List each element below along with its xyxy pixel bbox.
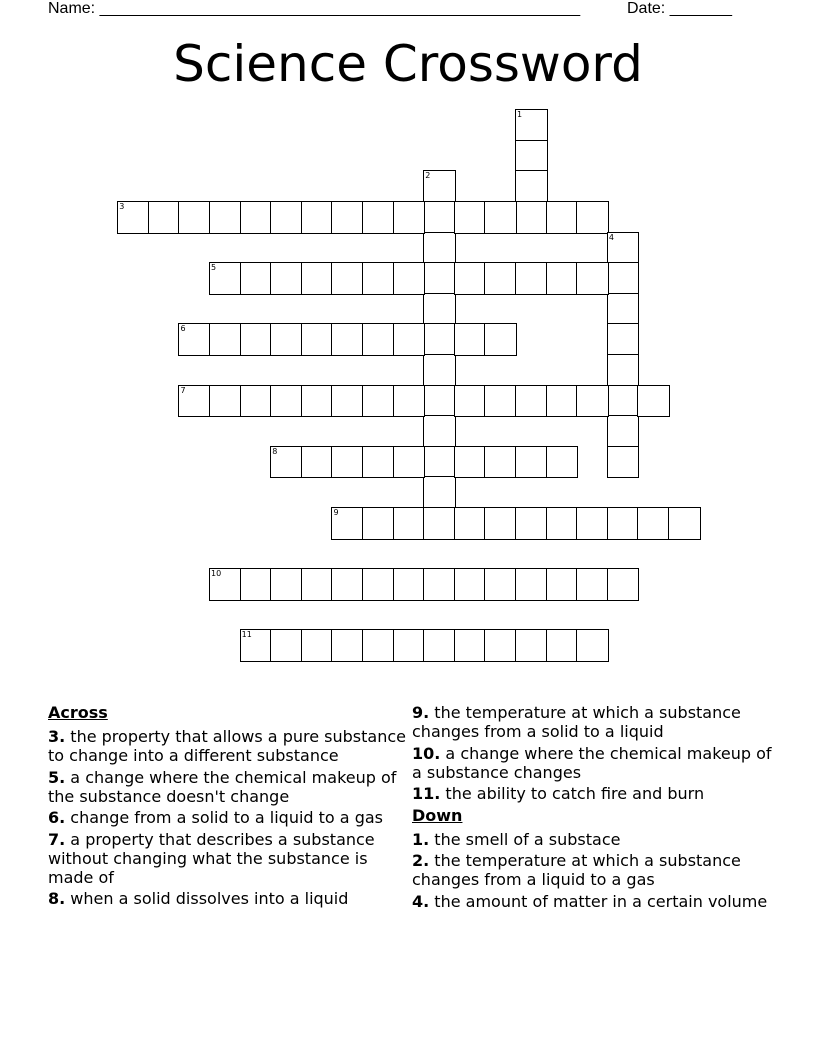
- crossword-cell[interactable]: [331, 568, 364, 601]
- crossword-cell[interactable]: [331, 385, 364, 418]
- page-title: Science Crossword: [173, 35, 643, 93]
- clues-column-left: [48, 703, 408, 911]
- crossword-cell[interactable]: [454, 446, 487, 479]
- crossword-cell[interactable]: [209, 568, 242, 601]
- crossword-cell[interactable]: [331, 323, 364, 356]
- crossword-cell[interactable]: [484, 446, 517, 479]
- crossword-cell[interactable]: [484, 262, 517, 295]
- crossword-cell[interactable]: [270, 201, 303, 234]
- crossword-cell[interactable]: [576, 507, 609, 540]
- crossword-cell[interactable]: [301, 629, 334, 662]
- clue-number: 9.: [412, 703, 430, 722]
- crossword-cell[interactable]: [301, 385, 334, 418]
- clue-number-label: 4: [608, 232, 614, 242]
- crossword-cell[interactable]: [423, 629, 456, 662]
- crossword-cell[interactable]: [301, 446, 334, 479]
- crossword-cell[interactable]: [576, 201, 609, 234]
- clue-number-label: 11: [241, 630, 252, 640]
- crossword-cell[interactable]: [209, 385, 242, 418]
- crossword-cell[interactable]: [607, 385, 640, 418]
- crossword-cell[interactable]: [423, 415, 456, 448]
- crossword-cell[interactable]: [607, 415, 640, 448]
- clue-number: 7.: [48, 829, 66, 849]
- clue-number: 8.: [48, 889, 66, 908]
- clue-number-label: 10: [211, 569, 222, 579]
- clue-number-label: 1: [517, 110, 523, 120]
- crossword-cell[interactable]: [637, 385, 670, 418]
- crossword-cell[interactable]: [270, 446, 303, 479]
- crossword-cell[interactable]: [546, 262, 579, 295]
- crossword-cell[interactable]: [576, 262, 609, 295]
- crossword-cell[interactable]: [515, 507, 548, 540]
- down-heading: Down: [412, 805, 463, 825]
- crossword-cell[interactable]: [423, 323, 456, 356]
- crossword-cell[interactable]: [546, 568, 579, 601]
- clue-number: 4.: [412, 891, 430, 911]
- clue-text: the property that allows a pure substance to change into a different substance: [48, 727, 406, 765]
- crossword-cell[interactable]: [331, 201, 364, 234]
- clue-text: a change where the chemical makeup of a substance changes: [412, 743, 772, 782]
- clue-across-10: [412, 744, 782, 782]
- crossword-cell[interactable]: [423, 507, 456, 540]
- crossword-cell[interactable]: [423, 232, 456, 265]
- clue-number-label: 8: [272, 446, 278, 456]
- crossword-cell[interactable]: [178, 385, 211, 418]
- crossword-cell[interactable]: [117, 201, 150, 234]
- crossword-cell[interactable]: [301, 201, 334, 234]
- clue-number-label: 2: [425, 171, 431, 181]
- crossword-cell[interactable]: [393, 507, 426, 540]
- clue-text: the smell of a substace: [429, 829, 621, 849]
- clue-number-label: 6: [180, 324, 186, 334]
- clue-across-7: [48, 830, 408, 887]
- crossword-cell[interactable]: [240, 323, 273, 356]
- crossword-cell[interactable]: [423, 201, 456, 234]
- crossword-cell[interactable]: [546, 385, 579, 418]
- crossword-cell[interactable]: [515, 170, 548, 203]
- crossword-cell[interactable]: [362, 323, 395, 356]
- crossword-cell[interactable]: [423, 446, 456, 479]
- crossword-cell[interactable]: [423, 354, 456, 387]
- clue-across-3: [48, 727, 408, 765]
- clue-across-6: [48, 808, 408, 827]
- name-field-label: Name: ______________________________________________________: [48, 0, 581, 17]
- crossword-cell[interactable]: [454, 507, 487, 540]
- crossword-cell[interactable]: [240, 568, 273, 601]
- crossword-cell[interactable]: [515, 385, 548, 418]
- crossword-cell[interactable]: [209, 262, 242, 295]
- crossword-cell[interactable]: [423, 262, 456, 295]
- crossword-cell[interactable]: [515, 568, 548, 601]
- crossword-cell[interactable]: [393, 568, 426, 601]
- crossword-cell[interactable]: [362, 262, 395, 295]
- clue-down-2: [412, 851, 782, 889]
- clue-text: when a solid dissolves into a liquid: [65, 889, 349, 908]
- crossword-cell[interactable]: [270, 323, 303, 356]
- across-heading: Across: [48, 703, 108, 722]
- crossword-cell[interactable]: [148, 201, 181, 234]
- clue-number: 2.: [412, 851, 430, 870]
- clues-column-right: [412, 703, 782, 913]
- crossword-cell[interactable]: [362, 629, 395, 662]
- crossword-cell[interactable]: [454, 201, 487, 234]
- clue-number: 3.: [48, 727, 66, 746]
- crossword-cell[interactable]: [331, 629, 364, 662]
- crossword-cell[interactable]: [484, 568, 517, 601]
- crossword-cell[interactable]: [240, 262, 273, 295]
- crossword-cell[interactable]: [637, 507, 670, 540]
- crossword-cell[interactable]: [423, 170, 456, 203]
- crossword-cell[interactable]: [362, 385, 395, 418]
- crossword-cell[interactable]: [393, 629, 426, 662]
- crossword-cell[interactable]: [209, 201, 242, 234]
- crossword-cell[interactable]: [454, 629, 487, 662]
- crossword-cell[interactable]: [607, 568, 640, 601]
- crossword-cell[interactable]: [484, 629, 517, 662]
- crossword-cell[interactable]: [393, 262, 426, 295]
- crossword-cell[interactable]: [393, 201, 426, 234]
- crossword-cell[interactable]: [454, 568, 487, 601]
- crossword-cell[interactable]: [546, 507, 579, 540]
- crossword-cell[interactable]: [331, 446, 364, 479]
- clue-across-8: [48, 889, 408, 908]
- clue-text: a change where the chemical makeup of the substance doesn't change: [48, 767, 397, 806]
- clue-across-5: [48, 768, 408, 806]
- crossword-cell[interactable]: [515, 140, 548, 173]
- clue-text: the amount of matter in a certain volume: [429, 891, 768, 911]
- clue-number: 1.: [412, 829, 430, 849]
- crossword-cell[interactable]: [515, 629, 548, 662]
- clue-number-label: 9: [333, 508, 339, 518]
- crossword-cell[interactable]: [301, 262, 334, 295]
- clue-across-11: [412, 784, 782, 803]
- crossword-cell[interactable]: [362, 568, 395, 601]
- crossword-cell[interactable]: [209, 323, 242, 356]
- clue-number-label: 3: [119, 202, 125, 212]
- crossword-cell[interactable]: [546, 201, 579, 234]
- date-field-label: Date: _______: [627, 0, 732, 17]
- crossword-cell[interactable]: [362, 507, 395, 540]
- crossword-cell[interactable]: [301, 323, 334, 356]
- crossword-cell[interactable]: [270, 568, 303, 601]
- clue-number-label: 5: [211, 263, 217, 273]
- crossword-cell[interactable]: [484, 385, 517, 418]
- crossword-cell[interactable]: [607, 232, 640, 265]
- crossword-cell[interactable]: [515, 262, 548, 295]
- crossword-cell[interactable]: [668, 507, 701, 540]
- clue-text: a property that describes a substance without changing what the substance is made of: [48, 829, 375, 887]
- crossword-cell[interactable]: [484, 507, 517, 540]
- clue-number: 5.: [48, 767, 66, 787]
- clue-number: 11.: [412, 784, 441, 803]
- clue-text: the temperature at which a substance changes from a liquid to a gas: [412, 851, 741, 889]
- crossword-cell[interactable]: [423, 293, 456, 326]
- crossword-cell[interactable]: [331, 262, 364, 295]
- clue-down-1: [412, 830, 782, 849]
- crossword-cell[interactable]: [240, 201, 273, 234]
- crossword-cell[interactable]: [362, 446, 395, 479]
- crossword-cell[interactable]: [515, 201, 548, 234]
- crossword-cell[interactable]: [546, 446, 579, 479]
- crossword-cell[interactable]: [454, 385, 487, 418]
- crossword-cell[interactable]: [607, 507, 640, 540]
- crossword-cell[interactable]: [423, 385, 456, 418]
- crossword-cell[interactable]: [331, 507, 364, 540]
- crossword-cell[interactable]: [515, 109, 548, 142]
- crossword-cell[interactable]: [393, 385, 426, 418]
- crossword-cell[interactable]: [270, 262, 303, 295]
- crossword-cell[interactable]: [270, 629, 303, 662]
- crossword-cell[interactable]: [454, 262, 487, 295]
- crossword-cell[interactable]: [423, 476, 456, 509]
- clue-text: change from a solid to a liquid to a gas: [65, 808, 383, 827]
- crossword-cell[interactable]: [576, 568, 609, 601]
- crossword-cell[interactable]: [607, 446, 640, 479]
- clue-across-9: [412, 703, 782, 741]
- crossword-cell[interactable]: [607, 354, 640, 387]
- crossword-cell[interactable]: [607, 293, 640, 326]
- crossword-cell[interactable]: [362, 201, 395, 234]
- crossword-cell[interactable]: [178, 201, 211, 234]
- clue-number-label: 7: [180, 385, 186, 395]
- crossword-cell[interactable]: [607, 323, 640, 356]
- crossword-cell[interactable]: [484, 201, 517, 234]
- crossword-cell[interactable]: [576, 385, 609, 418]
- crossword-cell[interactable]: [270, 385, 303, 418]
- crossword-cell[interactable]: [301, 568, 334, 601]
- crossword-cell[interactable]: [546, 629, 579, 662]
- crossword-cell[interactable]: [393, 323, 426, 356]
- crossword-cell[interactable]: [178, 323, 211, 356]
- crossword-cell[interactable]: [484, 323, 517, 356]
- crossword-cell[interactable]: [423, 568, 456, 601]
- crossword-cell[interactable]: [607, 262, 640, 295]
- crossword-cell[interactable]: [240, 629, 273, 662]
- crossword-cell[interactable]: [515, 446, 548, 479]
- crossword-cell[interactable]: [393, 446, 426, 479]
- clue-number: 10.: [412, 743, 441, 763]
- crossword-cell[interactable]: [576, 629, 609, 662]
- crossword-cell[interactable]: [454, 323, 487, 356]
- clue-text: the ability to catch fire and burn: [440, 784, 705, 803]
- clue-number: 6.: [48, 808, 66, 827]
- clue-text: the temperature at which a substance changes from a solid to a liquid: [412, 703, 741, 741]
- clue-down-4: [412, 892, 782, 911]
- crossword-cell[interactable]: [240, 385, 273, 418]
